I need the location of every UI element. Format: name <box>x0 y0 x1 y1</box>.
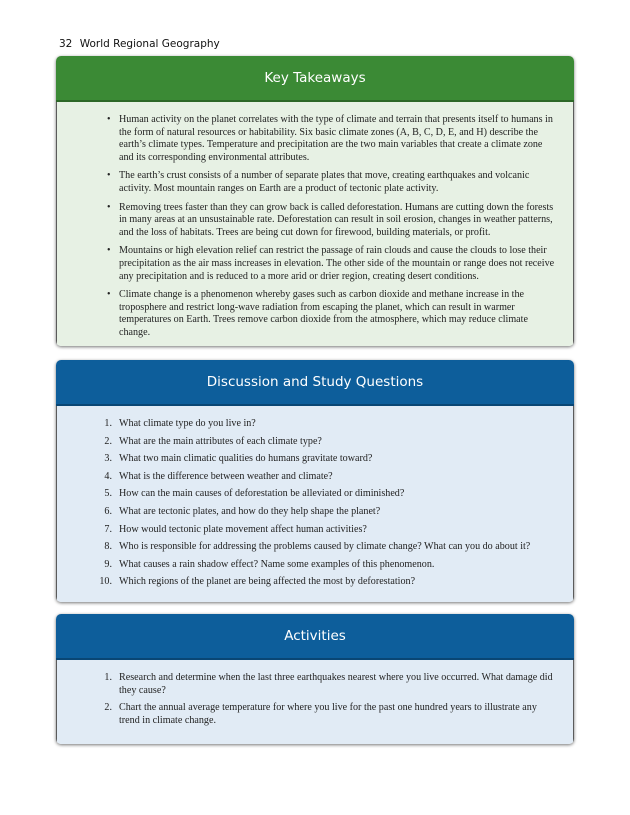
item-number: 8. <box>104 541 112 553</box>
list-item: • The earth’s crust consists of a number of separate plates that move, creating earthquakes and volcanic activity. Most mountain ranges on Earth are a product of tectonic plate activity. <box>119 170 557 195</box>
item-text: Who is responsible for addressing the problems caused by climate change? What can you do about it? <box>119 541 531 553</box>
list-item <box>104 435 557 449</box>
item-text: What is the difference between weather and climate? <box>119 470 333 482</box>
activities-list <box>57 660 573 727</box>
key-takeaways-title: Key Takeaways <box>56 56 574 102</box>
discussion-body <box>56 406 574 602</box>
discussion-list <box>57 406 573 589</box>
activities-title: Activities <box>56 614 574 660</box>
list-item <box>104 558 557 572</box>
item-text: How can the main causes of deforestation be alleviated or diminished? <box>119 488 405 500</box>
book-title: World Regional Geography <box>79 38 220 50</box>
item-number: 6. <box>104 505 112 517</box>
item-text: Chart the annual average temperature for where you live for the past one hundred years to illustrate any trend in climate change. <box>119 702 537 726</box>
list-item: • Climate change is a phenomenon whereby gases such as carbon dioxide and methane increase in the troposphere and restrict long-wave radiation from escaping the planet, which can result in warmer temperatures on Earth. Trees remove carbon dioxide from the atmosphere, which may reduce climate change. <box>119 289 557 339</box>
item-text: What are tectonic plates, and how do they help shape the planet? <box>119 505 381 517</box>
item-number: 2. <box>104 702 112 714</box>
list-item <box>104 453 557 466</box>
list-item: • Human activity on the planet correlates with the type of climate and terrain that presents itself to humans in the form of natural resources or habitability. Six basic climate zones (A, B, C, D, E, and H) describe the earth’s climate types. Temperature and precipitation are the two main variables that create a climate zone and its corresponding environmental attributes. <box>119 114 557 164</box>
key-takeaways-body <box>56 102 574 346</box>
item-text: Research and determine when the last three earthquakes nearest where you live occurred. What damage did they cause? <box>119 672 553 696</box>
key-takeaways-box <box>56 56 574 346</box>
list-item <box>104 541 557 554</box>
item-number: 10. <box>99 576 112 588</box>
item-number: 2. <box>104 435 112 447</box>
item-number: 3. <box>104 453 112 465</box>
item-text: What are the main attributes of each climate type? <box>119 435 322 447</box>
list-item <box>99 576 557 589</box>
key-takeaways-list <box>57 102 573 340</box>
activities-body <box>56 660 574 744</box>
item-number: 1. <box>104 672 112 683</box>
discussion-title: Discussion and Study Questions <box>56 360 574 406</box>
item-text: What causes a rain shadow effect? Name some examples of this phenomenon. <box>119 558 435 570</box>
list-item: • Removing trees faster than they can grow back is called deforestation. Humans are cutting down the forests in many areas at an unsustainable rate. Deforestation can result in soil erosion, changes in weather patterns, and the loss of habitats. Trees are being cut down for firewood, building materials, or profit. <box>119 202 557 240</box>
item-number: 9. <box>104 558 112 570</box>
item-text: What two main climatic qualities do humans gravitate toward? <box>119 453 373 465</box>
item-number: 1. <box>104 418 112 429</box>
running-head <box>59 38 220 50</box>
item-number: 4. <box>104 470 112 482</box>
list-item <box>104 523 557 537</box>
activities-box <box>56 614 574 744</box>
list-item <box>104 488 557 501</box>
item-text: How would tectonic plate movement affect human activities? <box>119 523 367 535</box>
list-item <box>104 418 557 431</box>
item-text: What climate type do you live in? <box>119 418 256 429</box>
list-item <box>104 505 557 519</box>
item-number: 7. <box>104 523 112 535</box>
item-number: 5. <box>104 488 112 500</box>
item-text: Which regions of the planet are being affected the most by deforestation? <box>119 576 416 588</box>
list-item <box>104 672 557 697</box>
page-number: 32 <box>59 38 73 50</box>
list-item: • Mountains or high elevation relief can restrict the passage of rain clouds and cause the clouds to lose their precipitation as the air mass increases in elevation. The other side of the mountain or range does not receive any precipitation and is reduced to a more arid or drier region, creating desert conditions. <box>119 245 557 283</box>
discussion-box <box>56 360 574 602</box>
list-item <box>104 702 557 727</box>
list-item <box>104 470 557 484</box>
